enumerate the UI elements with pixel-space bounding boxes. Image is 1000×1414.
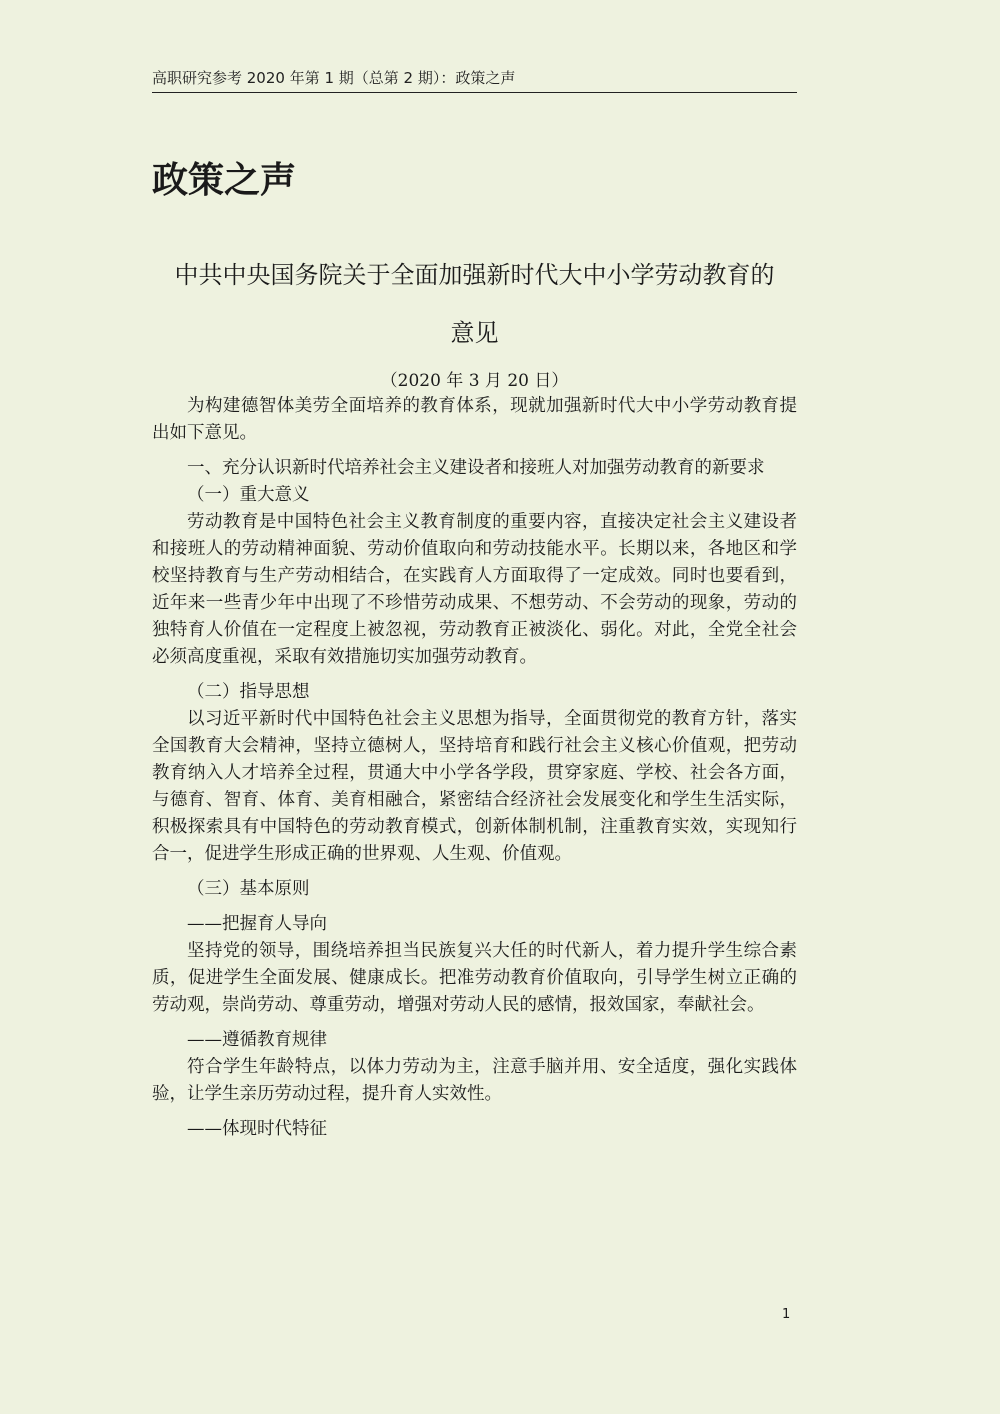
part-one-heading: 一、充分认识新时代培养社会主义建设者和接班人对加强劳动教育的新要求: [187, 458, 765, 478]
subheading-guiding-ideology: （二）指导思想: [187, 682, 310, 702]
principle-heading-1: ——把握育人导向: [187, 914, 327, 934]
running-header: 高职研究参考 2020 年第 1 期（总第 2 期）：政策之声: [152, 68, 797, 93]
section-title: 政策之声: [152, 160, 297, 201]
document-title-line-1: 中共中央国务院关于全面加强新时代大中小学劳动教育的: [174, 261, 775, 289]
document-title: [152, 246, 797, 362]
intro-paragraph: 为构建德智体美劳全面培养的教育体系，现就加强新时代大中小学劳动教育提出如下意见。: [152, 396, 797, 443]
document-date: （2020 年 3 月 20 日）: [380, 371, 569, 391]
principle-paragraph-1: 坚持党的领导，围绕培养担当民族复兴大任的时代新人，着力提升学生综合素质，促进学生全面发展、健康成长。把准劳动教育价值取向，引导学生树立正确的劳动观，崇尚劳动、尊重劳动，增强对劳动人民的感情，报效国家，奉献社会。: [152, 941, 797, 1015]
paragraph-guiding-ideology: 以习近平新时代中国特色社会主义思想为指导，全面贯彻党的教育方针，落实全国教育大会精神，坚持立德树人，坚持培育和践行社会主义核心价值观，把劳动教育纳入人才培养全过程，贯通大中小学各学段，贯穿家庭、学校、社会各方面，与德育、智育、体育、美育相融合，紧密结合经济社会发展变化和学生生活实际，积极探索具有中国特色的劳动教育模式，创新体制机制，注重教育实效，实现知行合一，促进学生形成正确的世界观、人生观、价值观。: [152, 709, 797, 864]
subheading-significance: （一）重大意义: [187, 485, 310, 505]
document-body: [152, 393, 797, 1143]
subheading-basic-principles: （三）基本原则: [187, 879, 310, 899]
document-title-line-2: 意见: [450, 319, 499, 347]
page-number: 1: [782, 1307, 791, 1322]
principle-heading-2: ——遵循教育规律: [187, 1030, 327, 1050]
principle-heading-3: ——体现时代特征: [187, 1119, 327, 1139]
paragraph-significance: 劳动教育是中国特色社会主义教育制度的重要内容，直接决定社会主义建设者和接班人的劳动精神面貌、劳动价值取向和劳动技能水平。长期以来，各地区和学校坚持教育与生产劳动相结合，在实践育人方面取得了一定成效。同时也要看到，近年来一些青少年中出现了不珍惜劳动成果、不想劳动、不会劳动的现象，劳动的独特育人价值在一定程度上被忽视，劳动教育正被淡化、弱化。对此，全党全社会必须高度重视，采取有效措施切实加强劳动教育。: [152, 512, 797, 667]
principle-paragraph-2: 符合学生年龄特点，以体力劳动为主，注意手脑并用、安全适度，强化实践体验，让学生亲历劳动过程，提升育人实效性。: [152, 1057, 797, 1104]
